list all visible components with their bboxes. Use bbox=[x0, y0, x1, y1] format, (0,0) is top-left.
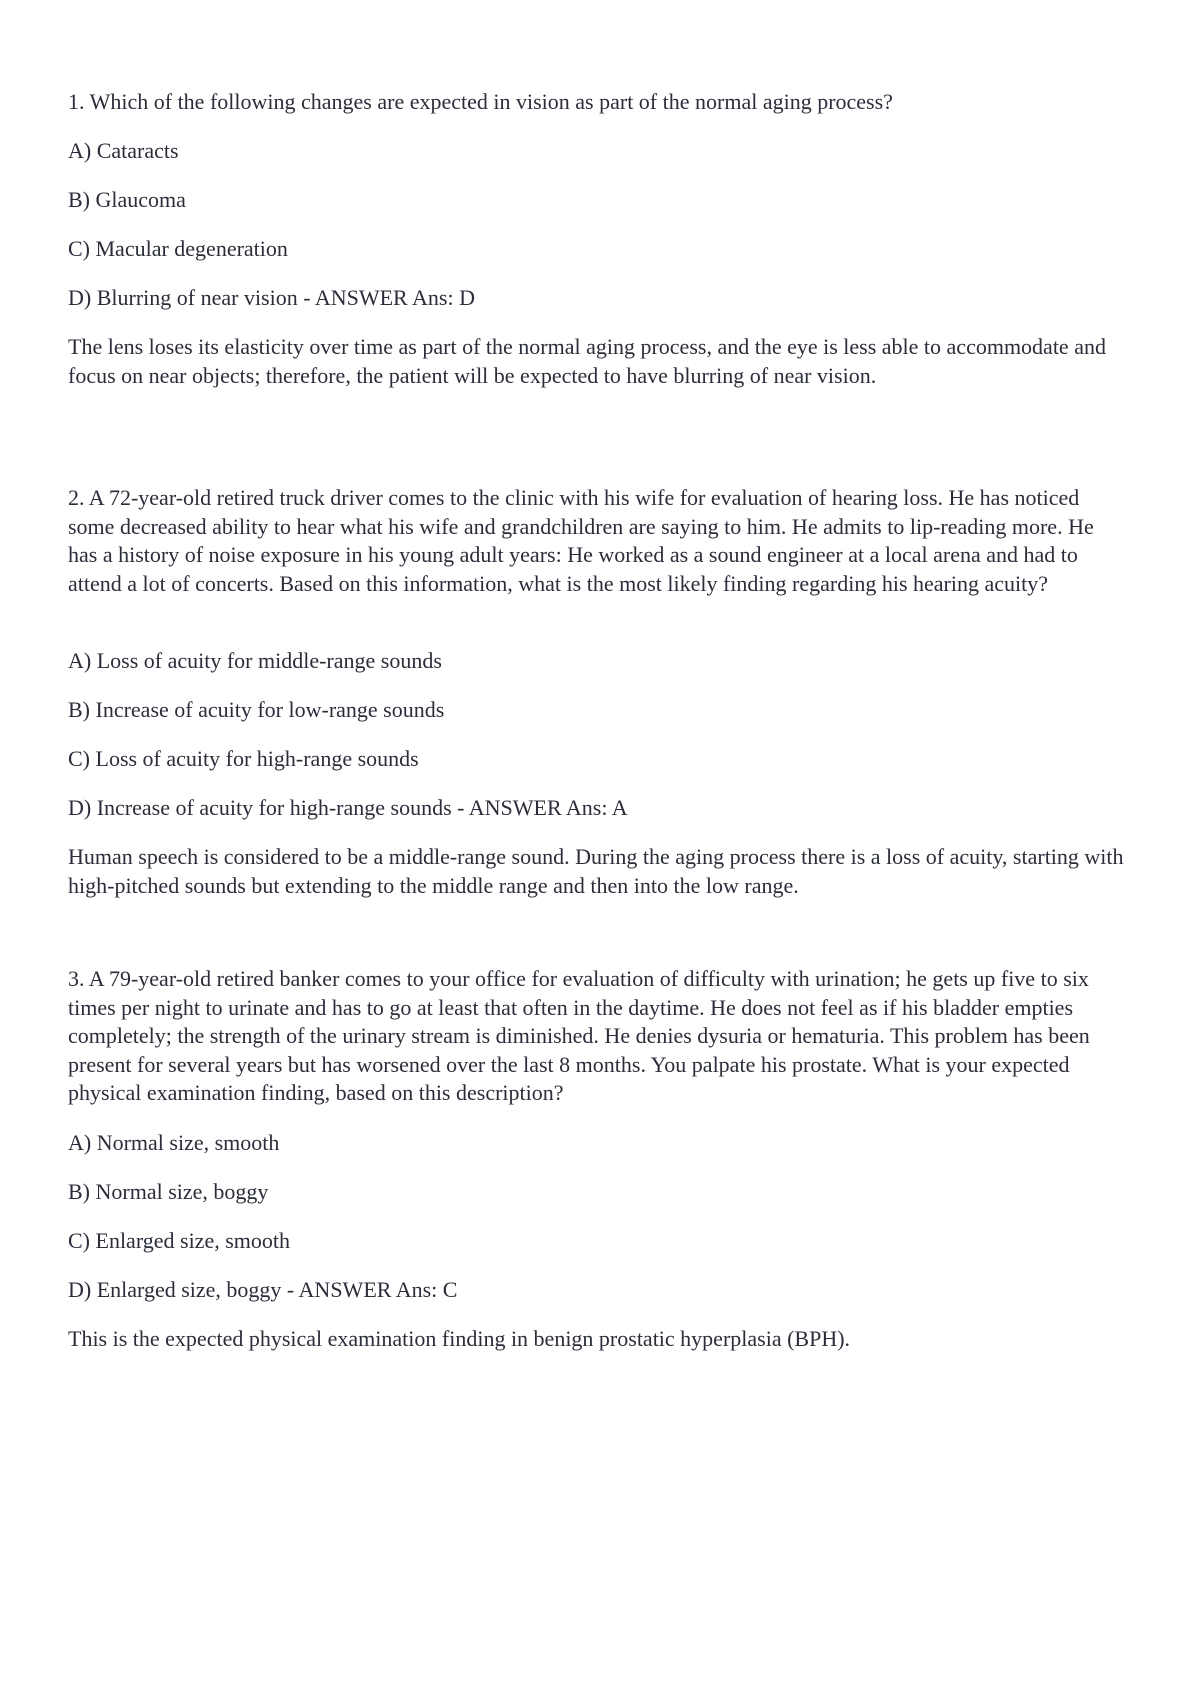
question-2-stem: 2. A 72-year-old retired truck driver comes to the clinic with his wife for evaluation of hearing loss. He has noticed some decreased ability to hear what his wife and grandchildren are saying to him. He admits to lip-reading more. He has a history of noise exposure in his young adult years: He worked as a sound engineer at a local arena and had to attend a lot of concerts. Based on this information, what is the most likely finding regarding his hearing acuity? bbox=[68, 485, 1094, 596]
question-2-option-b: B) Increase of acuity for low-range sounds bbox=[68, 697, 445, 722]
question-1-option-c: C) Macular degeneration bbox=[68, 236, 288, 261]
question-1-option-a: A) Cataracts bbox=[68, 138, 179, 163]
question-2-option-c: C) Loss of acuity for high-range sounds bbox=[68, 746, 419, 771]
question-3-option-a: A) Normal size, smooth bbox=[68, 1130, 280, 1155]
question-3-option-c: C) Enlarged size, smooth bbox=[68, 1228, 290, 1253]
question-3-option-d: D) Enlarged size, boggy - ANSWER Ans: C bbox=[68, 1277, 458, 1302]
question-1-stem: 1. Which of the following changes are expected in vision as part of the normal aging process? bbox=[68, 89, 893, 114]
question-3-rationale: This is the expected physical examination finding in benign prostatic hyperplasia (BPH). bbox=[68, 1326, 851, 1351]
question-2-option-a: A) Loss of acuity for middle-range sounds bbox=[68, 648, 442, 673]
question-2-rationale: Human speech is considered to be a middle-range sound. During the aging process there is a loss of acuity, starting with high-pitched sounds but extending to the middle range and then into the low range. bbox=[68, 844, 1124, 898]
question-2-option-d: D) Increase of acuity for high-range sounds - ANSWER Ans: A bbox=[68, 795, 628, 820]
question-1-option-b: B) Glaucoma bbox=[68, 187, 186, 212]
question-3-stem: 3. A 79-year-old retired banker comes to your office for evaluation of difficulty with urination; he gets up five to six times per night to urinate and has to go at least that often in the daytime. He does not feel as if his bladder empties completely; the strength of the urinary stream is diminished. He denies dysuria or hematuria. This problem has been present for several years but has worsened over the last 8 months. You palpate his prostate. What is your expected physical examination finding, based on this description? bbox=[68, 966, 1090, 1105]
question-3-option-b: B) Normal size, boggy bbox=[68, 1179, 269, 1204]
question-1-option-d: D) Blurring of near vision - ANSWER Ans: D bbox=[68, 285, 475, 310]
question-1-rationale: The lens loses its elasticity over time as part of the normal aging process, and the eye is less able to accommodate and focus on near objects; therefore, the patient will be expected to have blurring of near vision. bbox=[68, 334, 1106, 388]
